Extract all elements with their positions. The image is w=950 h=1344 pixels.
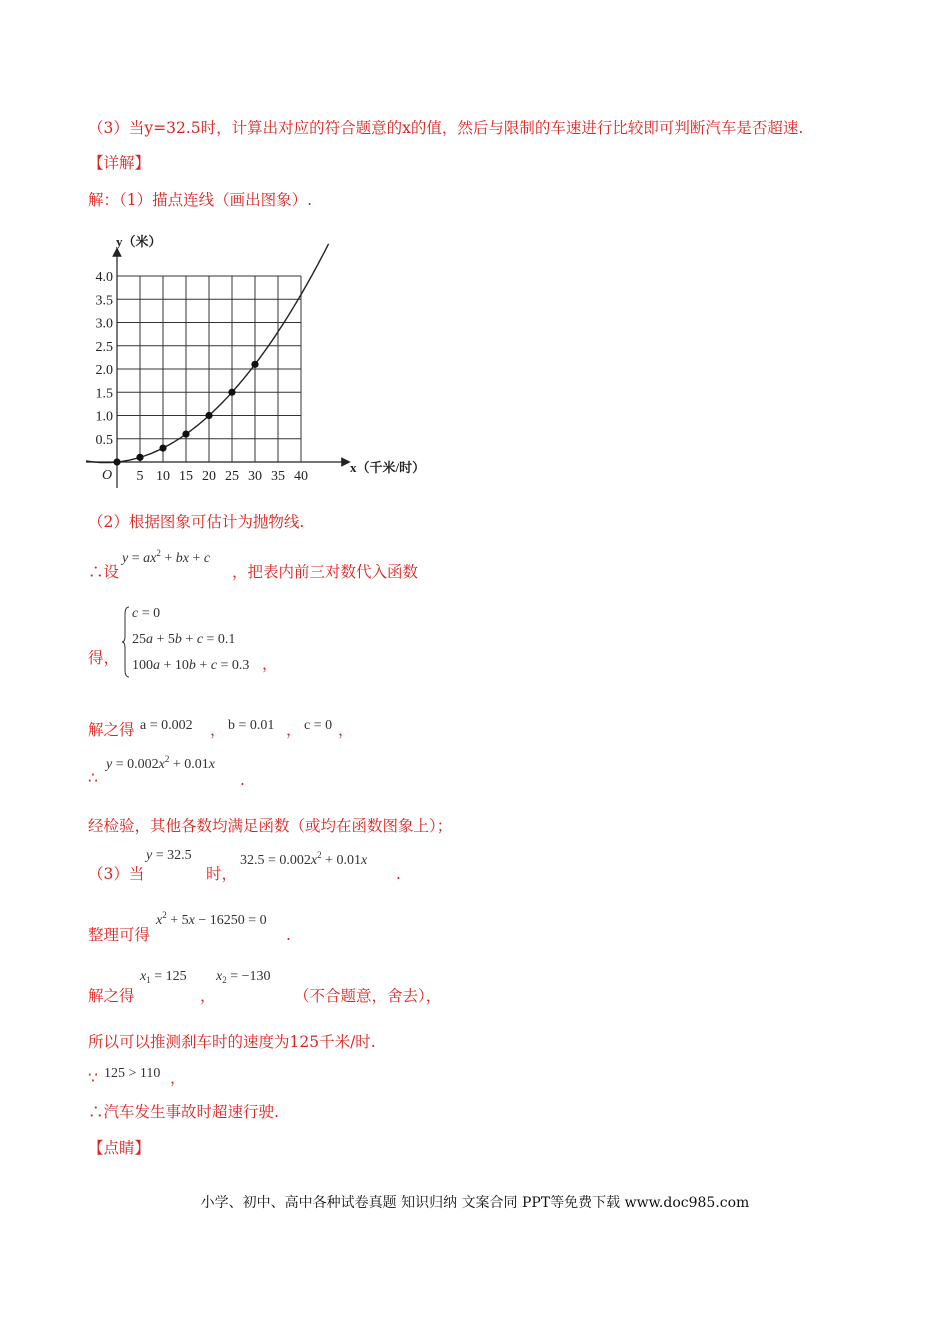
general-parabola: $y = ax^2$ + bx + c — [122, 548, 211, 566]
root-x2: $x_2 = -130$ — [216, 969, 271, 985]
quadratic-equation: $x^2 + 5x - 16250 = 0$ — [156, 910, 267, 928]
y-tick-label: 4.0 — [95, 270, 113, 285]
solution-intro: 解：（1）描点连线（画出图象）. — [88, 191, 313, 209]
sep-1: ， — [210, 721, 226, 739]
solution-c: c = 0 — [304, 718, 333, 733]
speed-distance-graph — [86, 226, 438, 488]
data-point — [113, 458, 120, 465]
x-tick-label: 10 — [156, 469, 170, 484]
data-point — [159, 444, 166, 451]
solution-a: a = 0.002 — [140, 718, 193, 733]
y-tick-label: 1.5 — [95, 386, 113, 402]
solve-prefix: 解之得 — [88, 721, 135, 739]
comment-label: 【点睛】 — [88, 1139, 151, 1157]
y-tick-labels — [96, 270, 114, 448]
system-row-1: c = 0 — [132, 606, 161, 621]
sep-2: ， — [286, 721, 302, 739]
part3-y-value: y = 32.5 — [146, 848, 192, 863]
part3-equation: $32.5 = 0.002x^2 + 0.01x$ — [240, 850, 368, 868]
arrange-prefix: 整理可得 — [88, 926, 151, 944]
set-prefix: ∴设 — [88, 563, 120, 581]
set-function-line — [88, 562, 119, 582]
data-point — [205, 412, 212, 419]
x-tick-label: 30 — [248, 469, 262, 484]
ineq-end: ， — [170, 1069, 186, 1087]
y-tick-label: 3.5 — [95, 293, 113, 309]
x-tick-label: 15 — [179, 469, 193, 484]
check-text: 经检验，其他各数均满足函数（或均在函数图象上）； — [88, 817, 453, 835]
x-tick-label: 5 — [136, 469, 144, 484]
part3-prefix: （3）当 — [88, 865, 145, 883]
detail-label: 【详解】 — [88, 154, 151, 172]
data-point — [182, 431, 189, 438]
x-tick-labels — [137, 469, 309, 484]
equation-system — [122, 604, 322, 682]
x-tick-label: 25 — [225, 469, 239, 484]
set-suffix: ，把表内前三对数代入函数 — [232, 563, 419, 581]
function-result: $y = 0.002x^2 + 0.01x$ — [106, 754, 215, 772]
conclusion: ∴汽车发生事故时超速行驶. — [88, 1103, 279, 1121]
part2-text: （2）根据图象可估计为抛物线. — [88, 513, 305, 531]
root-x1: $x_1 = 125$ — [140, 969, 187, 985]
because-symbol: ∵ — [88, 1069, 98, 1087]
y-tick-label: 2.5 — [95, 339, 113, 355]
y-tick-label: 1.0 — [95, 409, 113, 425]
footer-banner: 小学、初中、高中各种试卷真题 知识归纳 文案合同 PPT等免费下载 www.doc985.com — [200, 1195, 750, 1211]
origin-label: O — [102, 468, 113, 483]
x-tick-label: 35 — [271, 469, 285, 484]
y-tick-label: 0.5 — [95, 432, 113, 448]
solve-line — [88, 720, 135, 740]
x-axis-label: x（千米/时） — [350, 460, 426, 475]
system-end: ， — [262, 655, 278, 673]
data-point — [228, 389, 235, 396]
parabola-curve — [86, 244, 329, 463]
func-eq-end: . — [240, 771, 245, 789]
part3-eq-end: . — [396, 865, 401, 883]
data-point — [136, 454, 143, 461]
grid — [117, 276, 301, 462]
infer-text: 所以可以推测刹车时的速度为125千米/时. — [88, 1033, 376, 1051]
x-tick-label: 40 — [294, 469, 308, 484]
solve2-prefix: 解之得 — [88, 987, 135, 1005]
system-row-2: 25a + 5b + c = 0.1 — [132, 632, 236, 647]
system-row-3: 100a + 10b + c = 0.3 — [132, 658, 250, 673]
de-prefix: 得， — [88, 649, 120, 667]
hint-part3: （3）当y=32.5时，计算出对应的符合题意的x的值，然后与限制的车速进行比较即可判断汽车是否超速. — [88, 119, 804, 137]
therefore-1: ∴ — [88, 769, 98, 787]
arrange-end: . — [286, 926, 291, 944]
sep-3: ， — [338, 721, 354, 739]
solve2-note: （不合题意，舍去）， — [294, 987, 442, 1005]
y-tick-label: 2.0 — [95, 363, 113, 378]
data-point — [251, 361, 258, 368]
brace-icon — [122, 606, 130, 678]
solution-b: b = 0.01 — [228, 718, 275, 733]
y-axis-label: y（米） — [116, 234, 162, 249]
solve2-comma: ， — [200, 987, 216, 1005]
x-tick-label: 20 — [202, 469, 216, 484]
part3-mid: 时， — [206, 865, 238, 883]
y-tick-label: 3.0 — [95, 316, 113, 332]
inequality: 125 > 110 — [104, 1066, 161, 1081]
